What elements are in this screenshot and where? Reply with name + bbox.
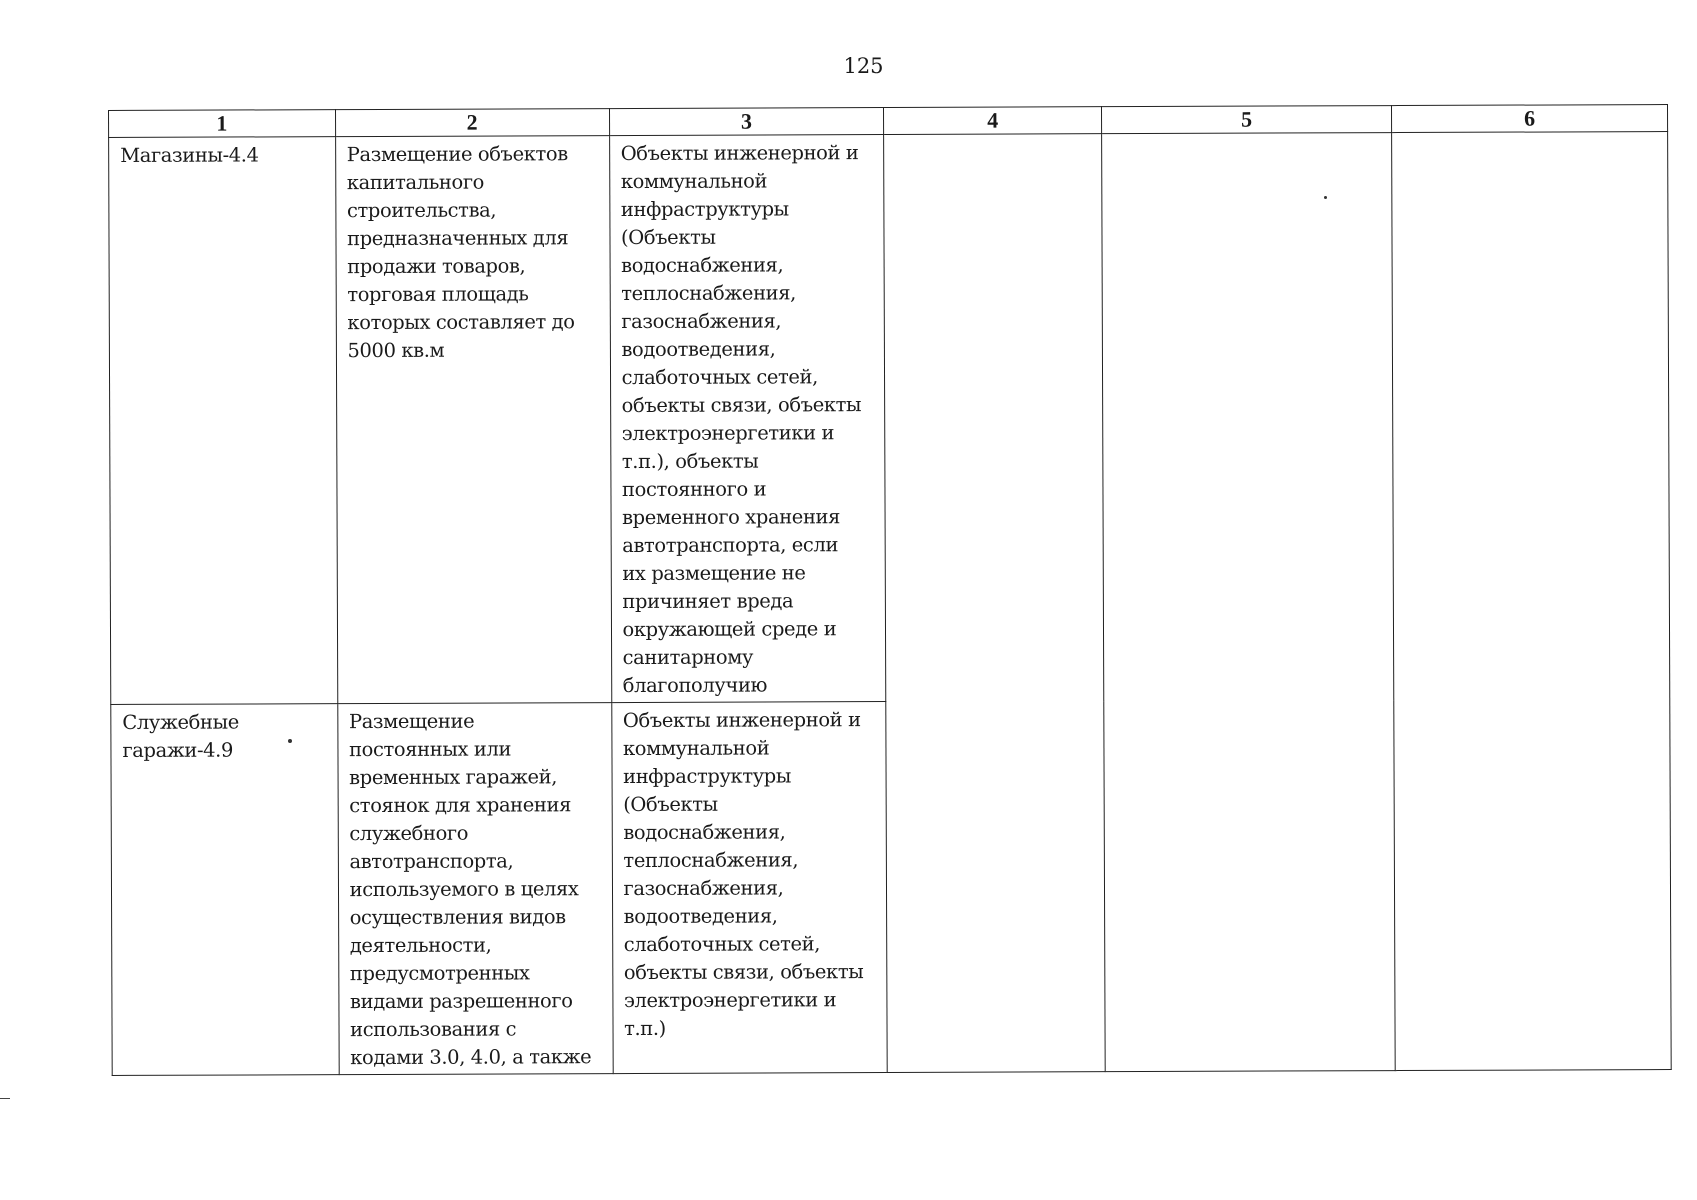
cell-text-line: стоянок для хранения (349, 793, 572, 818)
cell-text-line: водоснабжения, (621, 253, 784, 278)
cell-text-line: санитарному (622, 645, 754, 670)
cell-text-line: строительства, (346, 198, 497, 223)
cell-text-line: т.п.) (624, 1016, 666, 1041)
cell-text-line: кодами 3.0, 4.0, а также (350, 1045, 592, 1070)
cell-text-line: объекты связи, объекты (623, 960, 864, 985)
cell-text-line: газоснабжения, (621, 309, 782, 334)
cell-text-line: постоянного и (621, 477, 767, 502)
cell-text-line: Размещение объектов (346, 142, 568, 167)
header-col-4: 4 (884, 107, 1102, 135)
cell-text-line: автотранспорта, если (622, 533, 839, 558)
cell-text-line: предназначенных для (347, 226, 569, 251)
cell-text-line: причиняет вреда (622, 589, 794, 614)
cell-text-line: слаботочных сетей, (623, 932, 821, 957)
cell-text-line: объекты связи, объекты (621, 393, 862, 418)
cell-text-line: теплоснабжения, (621, 281, 796, 306)
cell-text-line: их размещение не (622, 561, 806, 586)
cell-text-line: продажи товаров, (347, 254, 526, 279)
land-use-table (108, 104, 1672, 1076)
cell-text-line: водоснабжения, (623, 820, 786, 845)
cell-text-line: водоотведения, (623, 904, 778, 929)
cell-text-line: автотранспорта, (349, 849, 514, 874)
scan-speck (1324, 196, 1327, 199)
cell-col-4 (884, 134, 1105, 1073)
cell-text-line: Объекты инженерной и (622, 708, 861, 733)
cell-auxiliary-uses (609, 135, 886, 703)
cell-text-line: водоотведения, (621, 337, 776, 362)
header-col-2: 2 (335, 109, 609, 137)
cell-text-line: коммунальной (622, 736, 770, 761)
cell-text-line: предусмотренных (349, 961, 530, 986)
cell-text-line: Служебные (122, 710, 239, 734)
cell-text-line: видами разрешенного (349, 989, 573, 1014)
header-col-1: 1 (109, 110, 336, 138)
cell-text-line: капитального (346, 170, 485, 195)
cell-text-line: инфраструктуры (620, 197, 789, 222)
cell-text-line: электроэнергетики и (623, 988, 837, 1013)
cell-text-line: использования с (350, 1017, 517, 1042)
cell-text-line: используемого в целях (349, 877, 579, 902)
cell-text-line: которых составляет до (347, 310, 575, 335)
cell-text-line: Объекты инженерной и (620, 141, 859, 166)
cell-text-line: газоснабжения, (623, 876, 784, 901)
cell-text-line: постоянных или (349, 737, 512, 762)
header-col-3: 3 (609, 108, 884, 136)
table-row (109, 132, 1670, 705)
cell-text-line: служебного (349, 821, 469, 846)
cell-use-description (337, 703, 612, 1075)
header-col-5: 5 (1101, 106, 1391, 134)
cell-use-type (111, 704, 339, 1076)
cell-col-5 (1102, 133, 1396, 1072)
cell-text-line: благополучию (622, 673, 768, 698)
cell-text-line: т.п.), объекты (621, 449, 759, 474)
cell-text-line: (Объекты (623, 792, 718, 817)
cell-text-line: гаражи-4.9 (122, 738, 234, 762)
scan-edge-mark (0, 1098, 10, 1099)
cell-text-line: 5000 кв.м (347, 338, 445, 363)
scan-speck (288, 739, 292, 743)
cell-text-line: теплоснабжения, (623, 848, 799, 873)
cell-text-line: временных гаражей, (349, 765, 558, 790)
cell-text-line: коммунальной (620, 169, 768, 194)
page-number: 125 (843, 54, 884, 78)
cell-use-description (335, 136, 611, 704)
cell-text-line: временного хранения (622, 505, 841, 530)
cell-use-type (109, 137, 338, 705)
cell-text-line: (Объекты (620, 225, 716, 250)
cell-text-line: Размещение (348, 709, 475, 734)
cell-text-line: инфраструктуры (623, 764, 792, 789)
cell-text-line: окружающей среде и (622, 617, 837, 642)
cell-text-line: осуществления видов (349, 905, 566, 930)
cell-text-line: электроэнергетики и (621, 421, 835, 446)
cell-text-line: Магазины-4.4 (120, 143, 259, 167)
header-col-6: 6 (1392, 105, 1668, 133)
cell-auxiliary-uses (611, 702, 887, 1074)
cell-text-line: торговая площадь (347, 282, 529, 307)
cell-text-line: деятельности, (349, 933, 492, 958)
cell-text-line: слаботочных сетей, (621, 365, 818, 390)
cell-col-6 (1392, 132, 1672, 1071)
